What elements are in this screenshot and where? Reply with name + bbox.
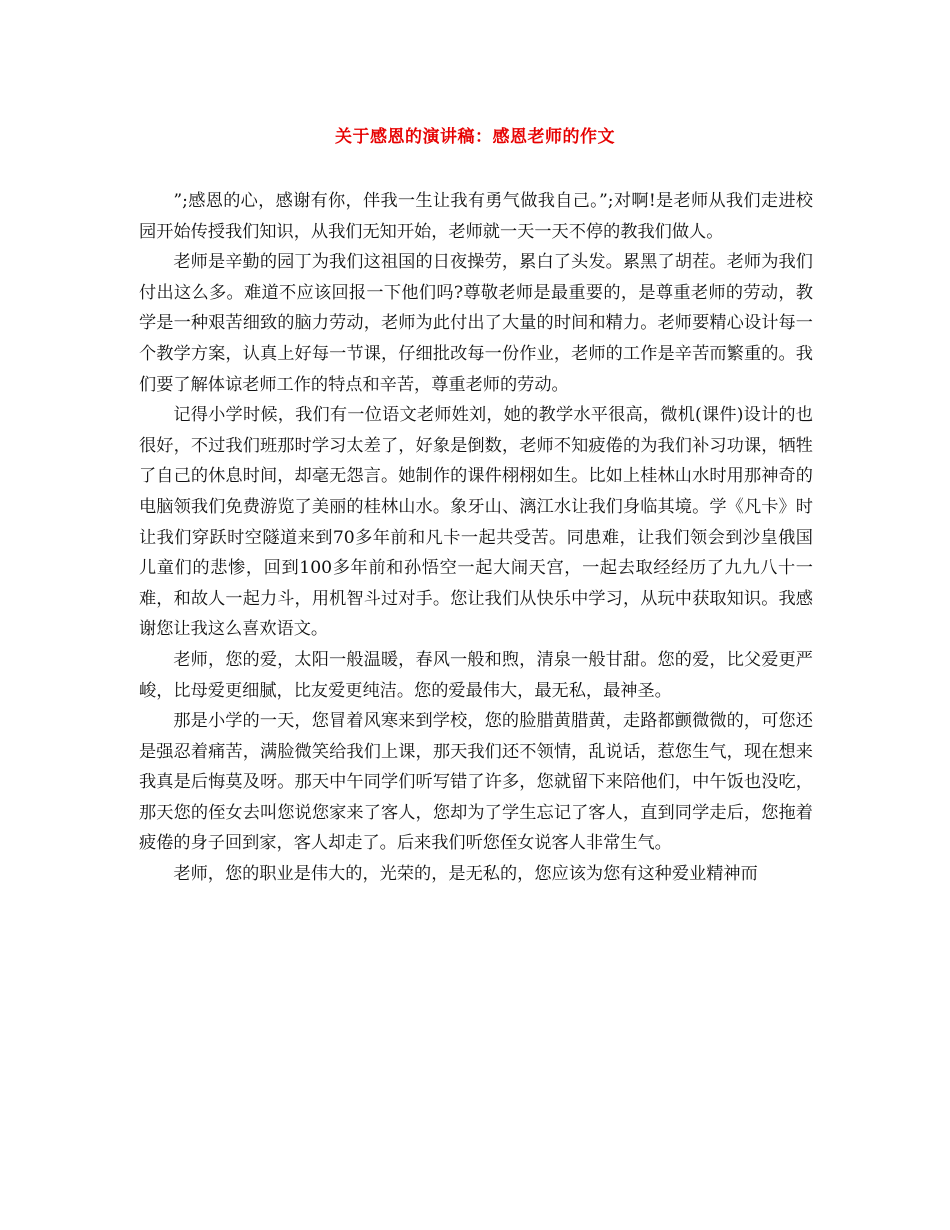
paragraph-1: ”;感恩的心，感谢有你，伴我一生让我有勇气做我自己。”;对啊!是老师从我们走进校园开始传授我们知识，从我们无知开始，老师就一天一天不停的教我们做人。	[139, 191, 813, 242]
document-body	[139, 186, 813, 890]
paragraph-4: 老师，您的爱，太阳一般温暖，春风一般和煦，清泉一般甘甜。您的爱，比父爱更严峻，比母爱更细腻，比友爱更纯洁。您的爱最伟大，最无私，最神圣。	[139, 649, 813, 701]
paragraph-6: 老师，您的职业是伟大的，光荣的，是无私的，您应该为您有这种爱业精神而	[173, 864, 758, 885]
paragraph-2: 老师是辛勤的园丁为我们这祖国的日夜操劳，累白了头发。累黑了胡茬。老师为我们付出这么多。难道不应该回报一下他们吗?尊敬老师是最重要的，是尊重老师的劳动，教学是一种艰苦细致的脑力劳动，老师为此付出了大量的时间和精力。老师要精心设计每一个教学方案，认真上好每一节课，仔细批改每一份作业，老师的工作是辛苦而繁重的。我们要了解体谅老师工作的特点和辛苦，尊重老师的劳动。	[139, 252, 813, 395]
paragraph-3: 记得小学时候，我们有一位语文老师姓刘，她的教学水平很高，微机(课件)设计的也很好，不过我们班那时学习太差了，好象是倒数，老师不知疲倦的为我们补习功课，牺牲了自己的休息时间，却毫无怨言。她制作的课件栩栩如生。比如上桂林山水时用那神奇的电脑领我们免费游览了美丽的桂林山水。象牙山、漓江水让我们身临其境。学《凡卡》时让我们穿跃时空隧道来到70多年前和凡卡一起共受苦。同患难，让我们领会到沙皇俄国儿童们的悲惨，回到100多年前和孙悟空一起大闹天宫，一起去取经经历了九九八十一难，和故人一起力斗，用机智斗过对手。您让我们从快乐中学习，从玩中获取知识。我感谢您让我这么喜欢语文。	[139, 405, 813, 640]
document-title: 关于感恩的演讲稿：感恩老师的作文	[335, 127, 615, 147]
paragraph-5: 那是小学的一天，您冒着风寒来到学校，您的脸腊黄腊黄，走路都颤微微的，可您还是强忍着痛苦，满脸微笑给我们上课，那天我们还不领情，乱说话，惹您生气，现在想来我真是后悔莫及呀。那天中午同学们听写错了许多，您就留下来陪他们，中午饭也没吃，那天您的侄女去叫您说您家来了客人，您却为了学生忘记了客人，直到同学走后，您拖着疲倦的身子回到家，客人却走了。后来我们听您侄女说客人非常生气。	[139, 711, 813, 854]
